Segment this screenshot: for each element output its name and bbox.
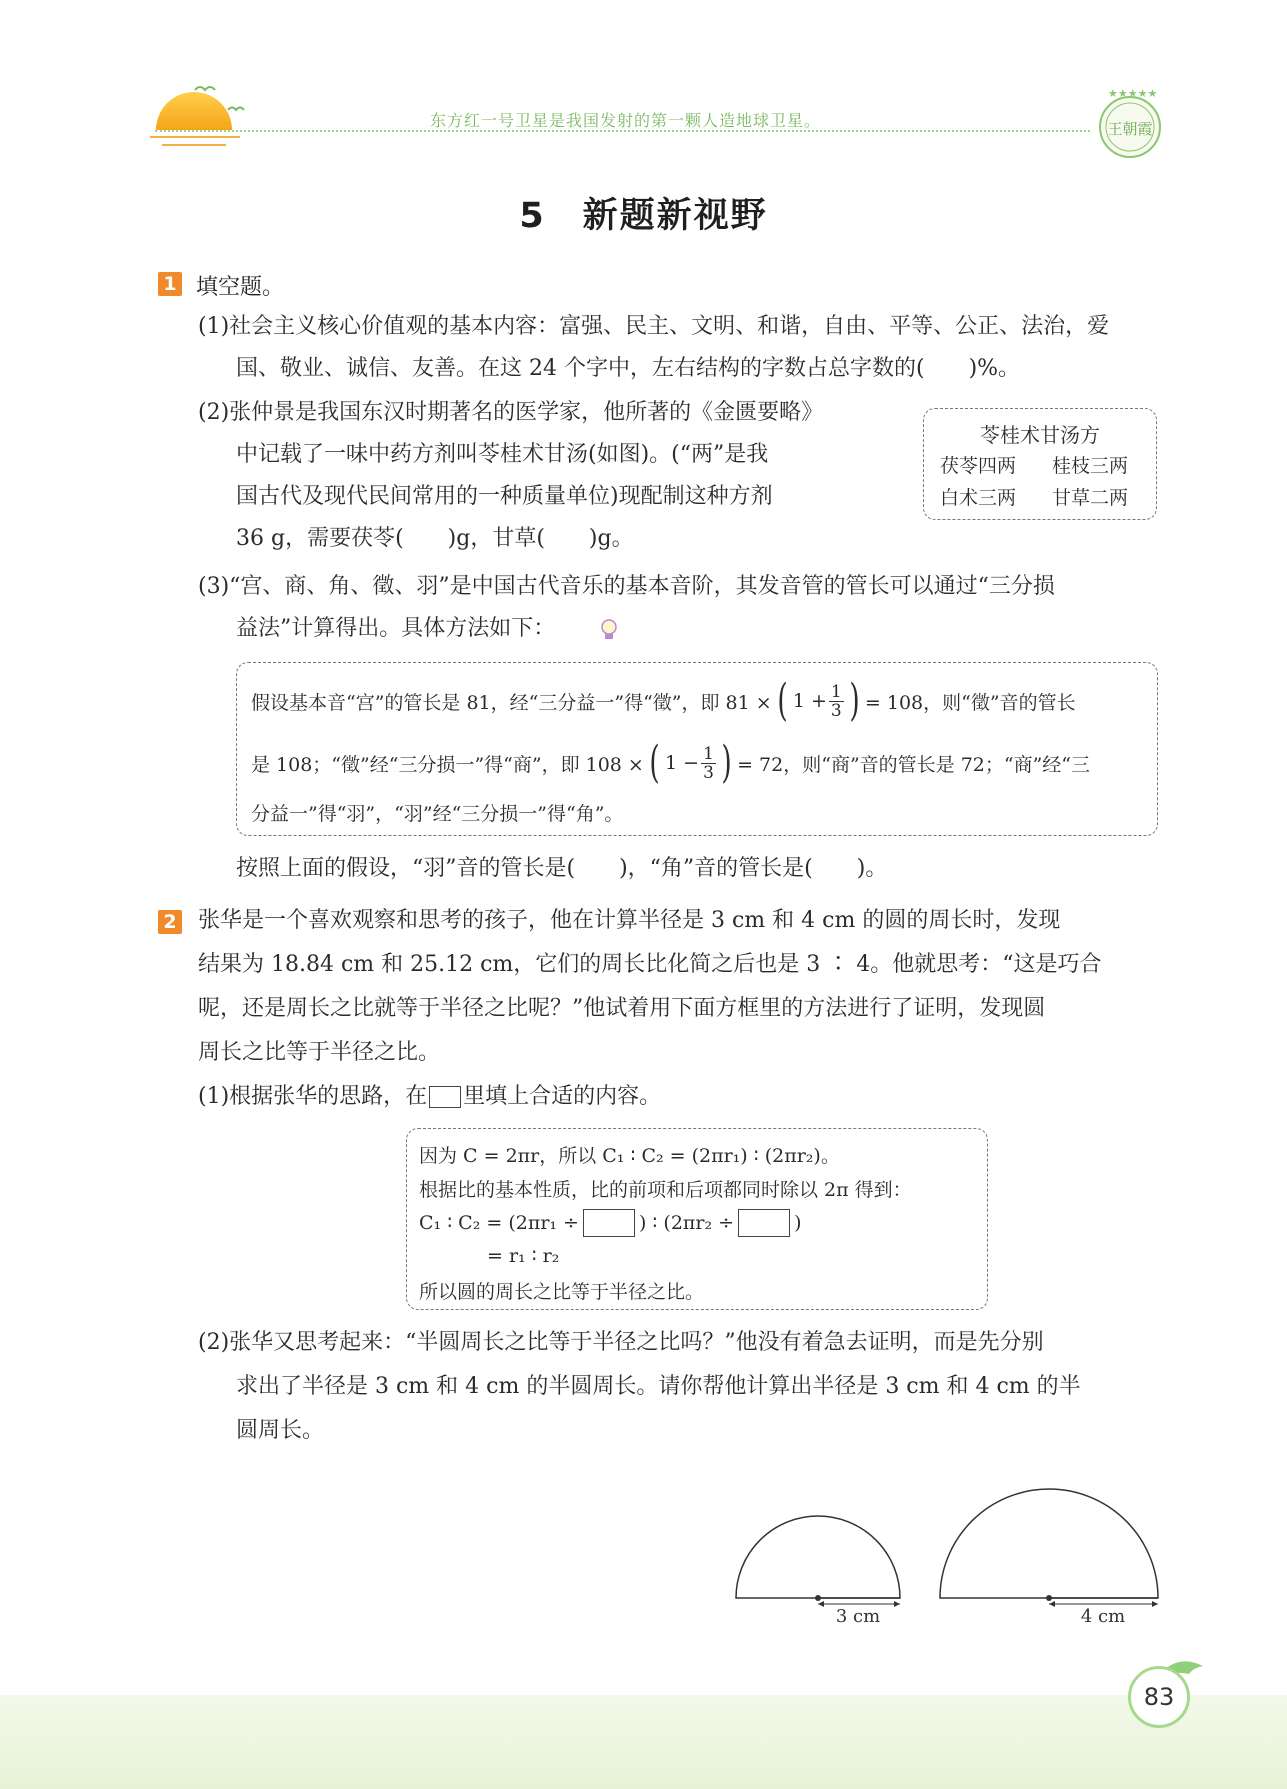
badge-text: 王朝霞 xyxy=(1107,120,1153,138)
radius-label-small: 3 cm xyxy=(835,1606,881,1627)
method-text: 1 + xyxy=(792,690,827,712)
svg-text:★★★★★: ★★★★★ xyxy=(1108,87,1158,100)
recipe-box xyxy=(923,408,1157,520)
semicircle-small xyxy=(736,1516,900,1627)
proof-text: ) ∶ (2πr₂ ÷ xyxy=(638,1212,735,1234)
right-paren: ) xyxy=(721,737,732,788)
semicircle-large xyxy=(940,1489,1158,1627)
q2-part1-text: 里填上合适的内容。 xyxy=(463,1084,662,1109)
sun-reflection-line xyxy=(150,136,240,138)
fraction-denominator: 3 xyxy=(830,700,842,721)
q2-line2: 结果为 18.84 cm 和 25.12 cm，它们的周长比化简之后也是 3 ∶ 4。他就思考：“这是巧合 xyxy=(198,952,1102,977)
radius-label-large: 4 cm xyxy=(1080,1606,1126,1627)
proof-line4: = r₁ ∶ r₂ xyxy=(487,1245,560,1267)
method-text: = 108，则“徵”音的管长 xyxy=(864,691,1076,714)
q1-part2-line2: 中记载了一味中药方剂叫苓桂术甘汤(如图)。(“两”是我 xyxy=(236,442,769,467)
recipe-item: 白术三两 xyxy=(940,487,1017,509)
q1-part3-line2: 益法”计算得出。具体方法如下： xyxy=(236,616,556,641)
fraction-denominator: 3 xyxy=(703,762,714,783)
proof-box xyxy=(406,1128,988,1310)
left-paren: ( xyxy=(777,675,788,726)
answer-input-box[interactable] xyxy=(583,1209,635,1237)
q2-part2-line2: 求出了半径是 3 cm 和 4 cm 的半圆周长。请你帮他计算出半径是 3 cm 和 4 cm 的半 xyxy=(236,1374,1081,1399)
answer-input-box[interactable] xyxy=(738,1209,790,1237)
q2-line3: 呢，还是周长之比就等于半径之比呢？”他试着用下面方框里的方法进行了证明，发现圆 xyxy=(198,996,1046,1021)
right-paren: ) xyxy=(849,675,860,726)
q2-line4: 周长之比等于半径之比。 xyxy=(198,1040,441,1065)
q2-part1-text: (1)根据张华的思路，在 xyxy=(198,1084,428,1109)
q2-part2-line1: (2)张华又思考起来：“半圆周长之比等于半径之比吗？”他没有着急去证明，而是先分别 xyxy=(198,1330,1044,1355)
footer-band xyxy=(0,1695,1287,1789)
q1-part1-line2: 国、敬业、诚信、友善。在这 24 个字中，左右结构的字数占总字数的( )%。 xyxy=(236,356,1021,381)
method-line1 xyxy=(251,675,1076,726)
q1-part2-line1: (2)张仲景是我国东汉时期著名的医学家，他所著的《金匮要略》 xyxy=(198,400,824,425)
proof-line3 xyxy=(419,1209,802,1237)
proof-line1: 因为 C = 2πr，所以 C₁ ∶ C₂ = (2πr₁) ∶ (2πr₂)。 xyxy=(419,1145,840,1167)
proof-line5: 所以圆的周长之比等于半径之比。 xyxy=(419,1281,705,1303)
q2-part1-line xyxy=(198,1082,661,1112)
fraction-numerator: 1 xyxy=(830,681,842,702)
page-number: 83 xyxy=(1128,1666,1190,1728)
q1-part3-line1: (3)“宫、商、角、徵、羽”是中国古代音乐的基本音阶，其发音管的管长可以通过“三分损 xyxy=(198,574,1055,599)
brand-badge-icon xyxy=(1095,85,1165,163)
lightbulb-icon xyxy=(598,618,620,642)
method-text: 假设基本音“宫”的管长是 81，经“三分益一”得“徵”，即 81 × xyxy=(251,691,772,714)
header-slogan: 东方红一号卫星是我国发射的第一颗人造地球卫星。 xyxy=(430,111,822,130)
sun-reflection-line xyxy=(162,144,226,146)
q1-part3-answer-line: 按照上面的假设，“羽”音的管长是( )，“角”音的管长是( )。 xyxy=(236,856,888,881)
left-paren: ( xyxy=(649,737,660,788)
recipe-item: 茯苓四两 xyxy=(940,455,1017,477)
answer-box-sample xyxy=(429,1086,461,1108)
semicircle-figures xyxy=(720,1480,1180,1630)
proof-line2: 根据比的基本性质，比的前项和后项都同时除以 2π 得到： xyxy=(419,1179,912,1201)
proof-text: C₁ ∶ C₂ = (2πr₁ ÷ xyxy=(419,1212,579,1234)
bird-icon xyxy=(190,80,250,120)
recipe-item: 桂枝三两 xyxy=(1052,455,1129,477)
question-number-badge: 1 xyxy=(158,272,182,296)
method-line3: 分益一”得“羽”，“羽”经“三分损一”得“角”。 xyxy=(251,803,624,825)
proof-text: ) xyxy=(794,1212,802,1234)
q2-part2-line3: 圆周长。 xyxy=(236,1418,325,1443)
method-text: 1 − xyxy=(665,752,700,774)
fraction xyxy=(701,745,716,782)
method-box xyxy=(236,662,1158,836)
recipe-title: 苓桂术甘汤方 xyxy=(980,423,1100,447)
q1-part2-line3: 国古代及现代民间常用的一种质量单位)现配制这种方剂 xyxy=(236,484,773,509)
fraction xyxy=(829,683,844,720)
fraction-numerator: 1 xyxy=(703,743,714,764)
method-text: = 72，则“商”音的管长是 72；“商”经“三 xyxy=(737,753,1091,776)
page-title: 5 新题新视野 xyxy=(519,196,768,236)
q1-part2-line4: 36 g，需要茯苓( )g，甘草( )g。 xyxy=(236,526,634,551)
question-number-badge: 2 xyxy=(158,910,182,934)
q2-line1: 张华是一个喜欢观察和思考的孩子，他在计算半径是 3 cm 和 4 cm 的圆的周长时，发现 xyxy=(198,908,1061,933)
q1-part1-line1: (1)社会主义核心价值观的基本内容：富强、民主、文明、和谐，自由、平等、公正、法治，爱 xyxy=(198,314,1110,339)
recipe-item: 甘草二两 xyxy=(1052,487,1129,509)
method-line2 xyxy=(251,737,1091,788)
question-heading: 填空题。 xyxy=(196,275,285,300)
method-text: 是 108；“徵”经“三分损一”得“商”，即 108 × xyxy=(251,753,644,776)
